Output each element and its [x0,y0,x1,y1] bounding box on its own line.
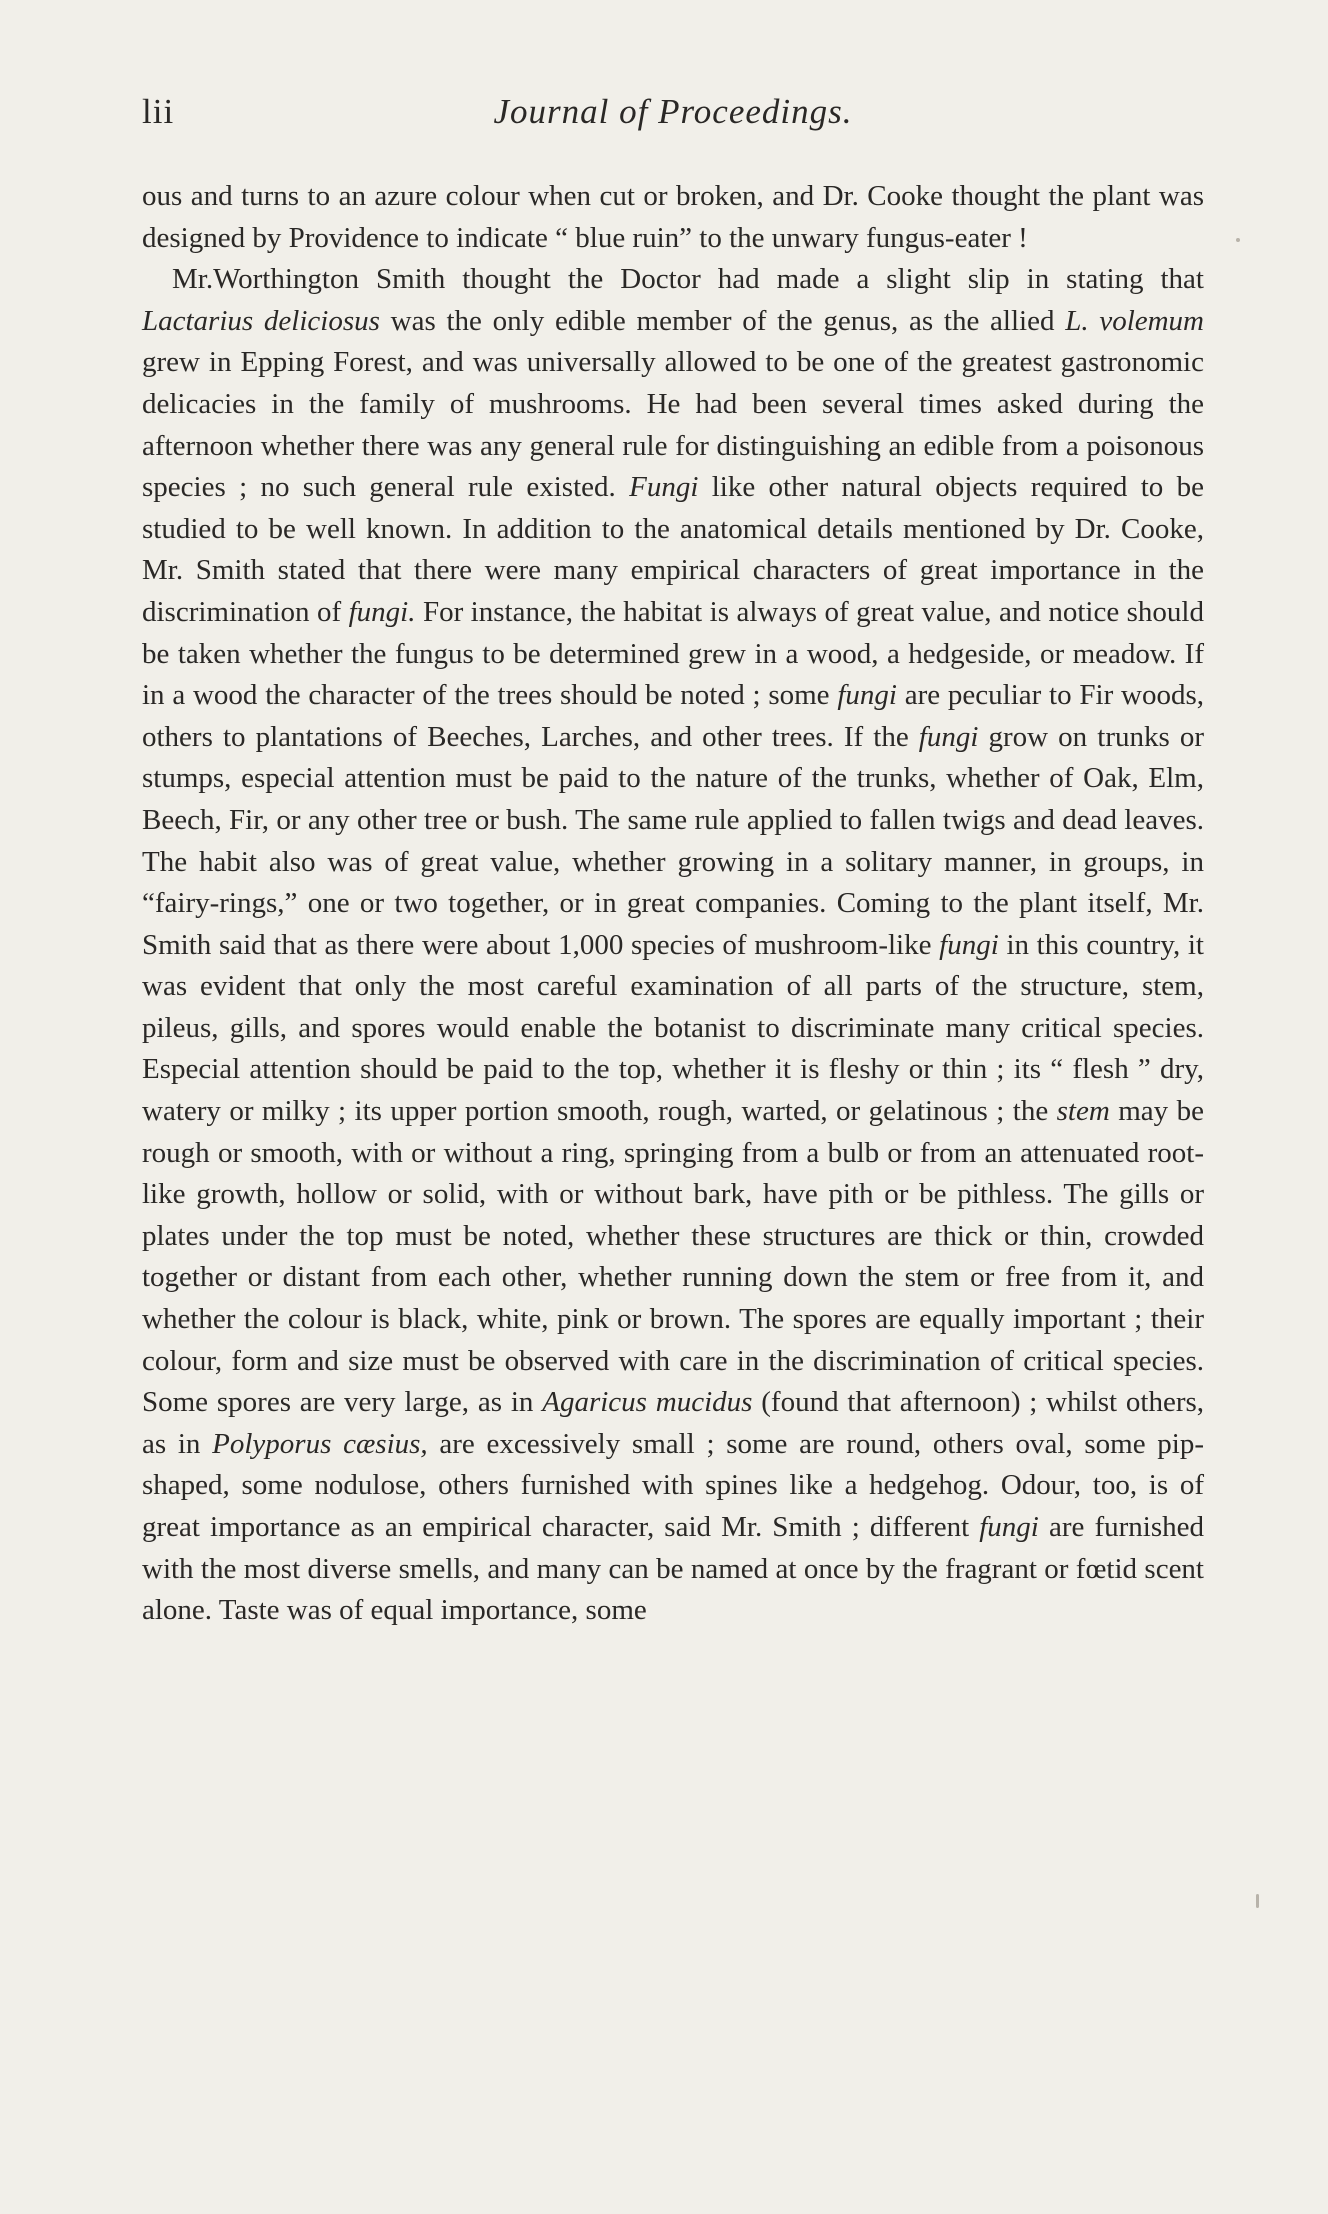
margin-speck [1256,1894,1259,1908]
margin-speck [1236,238,1240,242]
text-run: in this country, it was evident that only the most careful examination of all parts of the structure, stem, pileus, gills, and spores would enable the botanist to discriminate many critical species. Especial attention should be paid to the top, whether it is fleshy or thin ; its “ flesh ” dry, watery or milky ; its upper portion smooth, rough, warted, or gelatinous ; the [142,928,1204,1128]
italic-text: stem [1056,1095,1110,1128]
italic-text: L. volemum [1065,304,1205,337]
text-run: was the only edible member of the genus, as the allied [379,304,1066,337]
italic-text: fungi [939,928,999,961]
italic-text: Polyporus cæsius, [212,1427,428,1460]
paragraph [142,259,1204,1632]
text-run: grow on trunks or stumps, especial attention must be paid to the nature of the trunks, whether of Oak, Elm, Beech, Fir, or any other tree or bush. The same rule applied to fallen twigs and dead leaves. The habit also was of great value, whether growing in a solitary manner, in groups, in “fairy-rings,” one or two together, or in great companies. Coming to the plant itself, Mr. Smith said that as there were about 1,000 species of mushroom-like [142,720,1204,961]
text-run: like other natural objects required to be studied to be well known. In addition to the anatomical details mentioned by Dr. Cooke, Mr. Smith stated that there were many empirical characters of great importance in the discrimination of [142,471,1204,628]
text-run: are excessively small ; some are round, others oval, some pip-shaped, some nodulose, others furnished with spines like a hedgehog. Odour, too, is of great importance as an empirical character, said Mr. Smith ; different [142,1427,1205,1543]
italic-text: Fungi [629,471,699,504]
text-run: grew in Epping Forest, and was universally allowed to be one of the greatest gastronomic delicacies in the family of mushrooms. He had been several times asked during the afternoon whether there was any general rule for distinguishing an edible from a poisonous species ; no such general rule existed. [142,346,1204,504]
page-number: lii [142,92,175,131]
italic-text: fungi [979,1511,1039,1543]
italic-text: fungi [837,679,897,712]
running-title: Journal of Proceedings. [493,92,853,131]
page-header [142,92,1204,144]
italic-text: Lactarius deliciosus [142,304,380,337]
text-run: may be rough or smooth, with or without a ring, springing from a bulb or from an attenuated root-like growth, hollow or solid, with or without bark, have pith or be pithless. The gills or plates under the top must be noted, whether these structures are thick or thin, crowded together or distant from each other, whether running down the stem or free from it, and whether the colour is black, white, pink or brown. The spores are equally important ; their colour, form and size must be observed with care in the discrimination of critical species. Some spores are very large, as in [142,1095,1204,1419]
text-run: are furnished with the most diverse smells, and many can be named at once by the fragrant or fœtid scent alone. Taste was of equal importance, some [142,1511,1204,1627]
text-run: are peculiar to Fir woods, others to plantations of Beeches, Larches, and other trees. If the [142,679,1204,753]
italic-text: fungi. [348,595,416,628]
body-text [142,176,1204,1632]
text-run: For instance, the habitat is always of great value, and notice should be taken whether the fungus to be determined grew in a wood, a hedgeside, or meadow. If in a wood the character of the trees should be noted ; some [142,595,1204,712]
text-run: ous and turns to an azure colour when cut or broken, and Dr. Cooke thought the plant was designed by Providence to indicate “ blue ruin” to the unwary fungus-eater ! [142,180,1204,254]
paragraph [142,176,1204,259]
italic-text: fungi [918,720,979,753]
text-run: (found that afternoon) ; whilst others, as in [142,1386,1205,1460]
italic-text: Agaricus mucidus [542,1386,753,1419]
text-run: Mr.Worthington Smith thought the Doctor had made a slight slip in stating that [172,263,1204,296]
